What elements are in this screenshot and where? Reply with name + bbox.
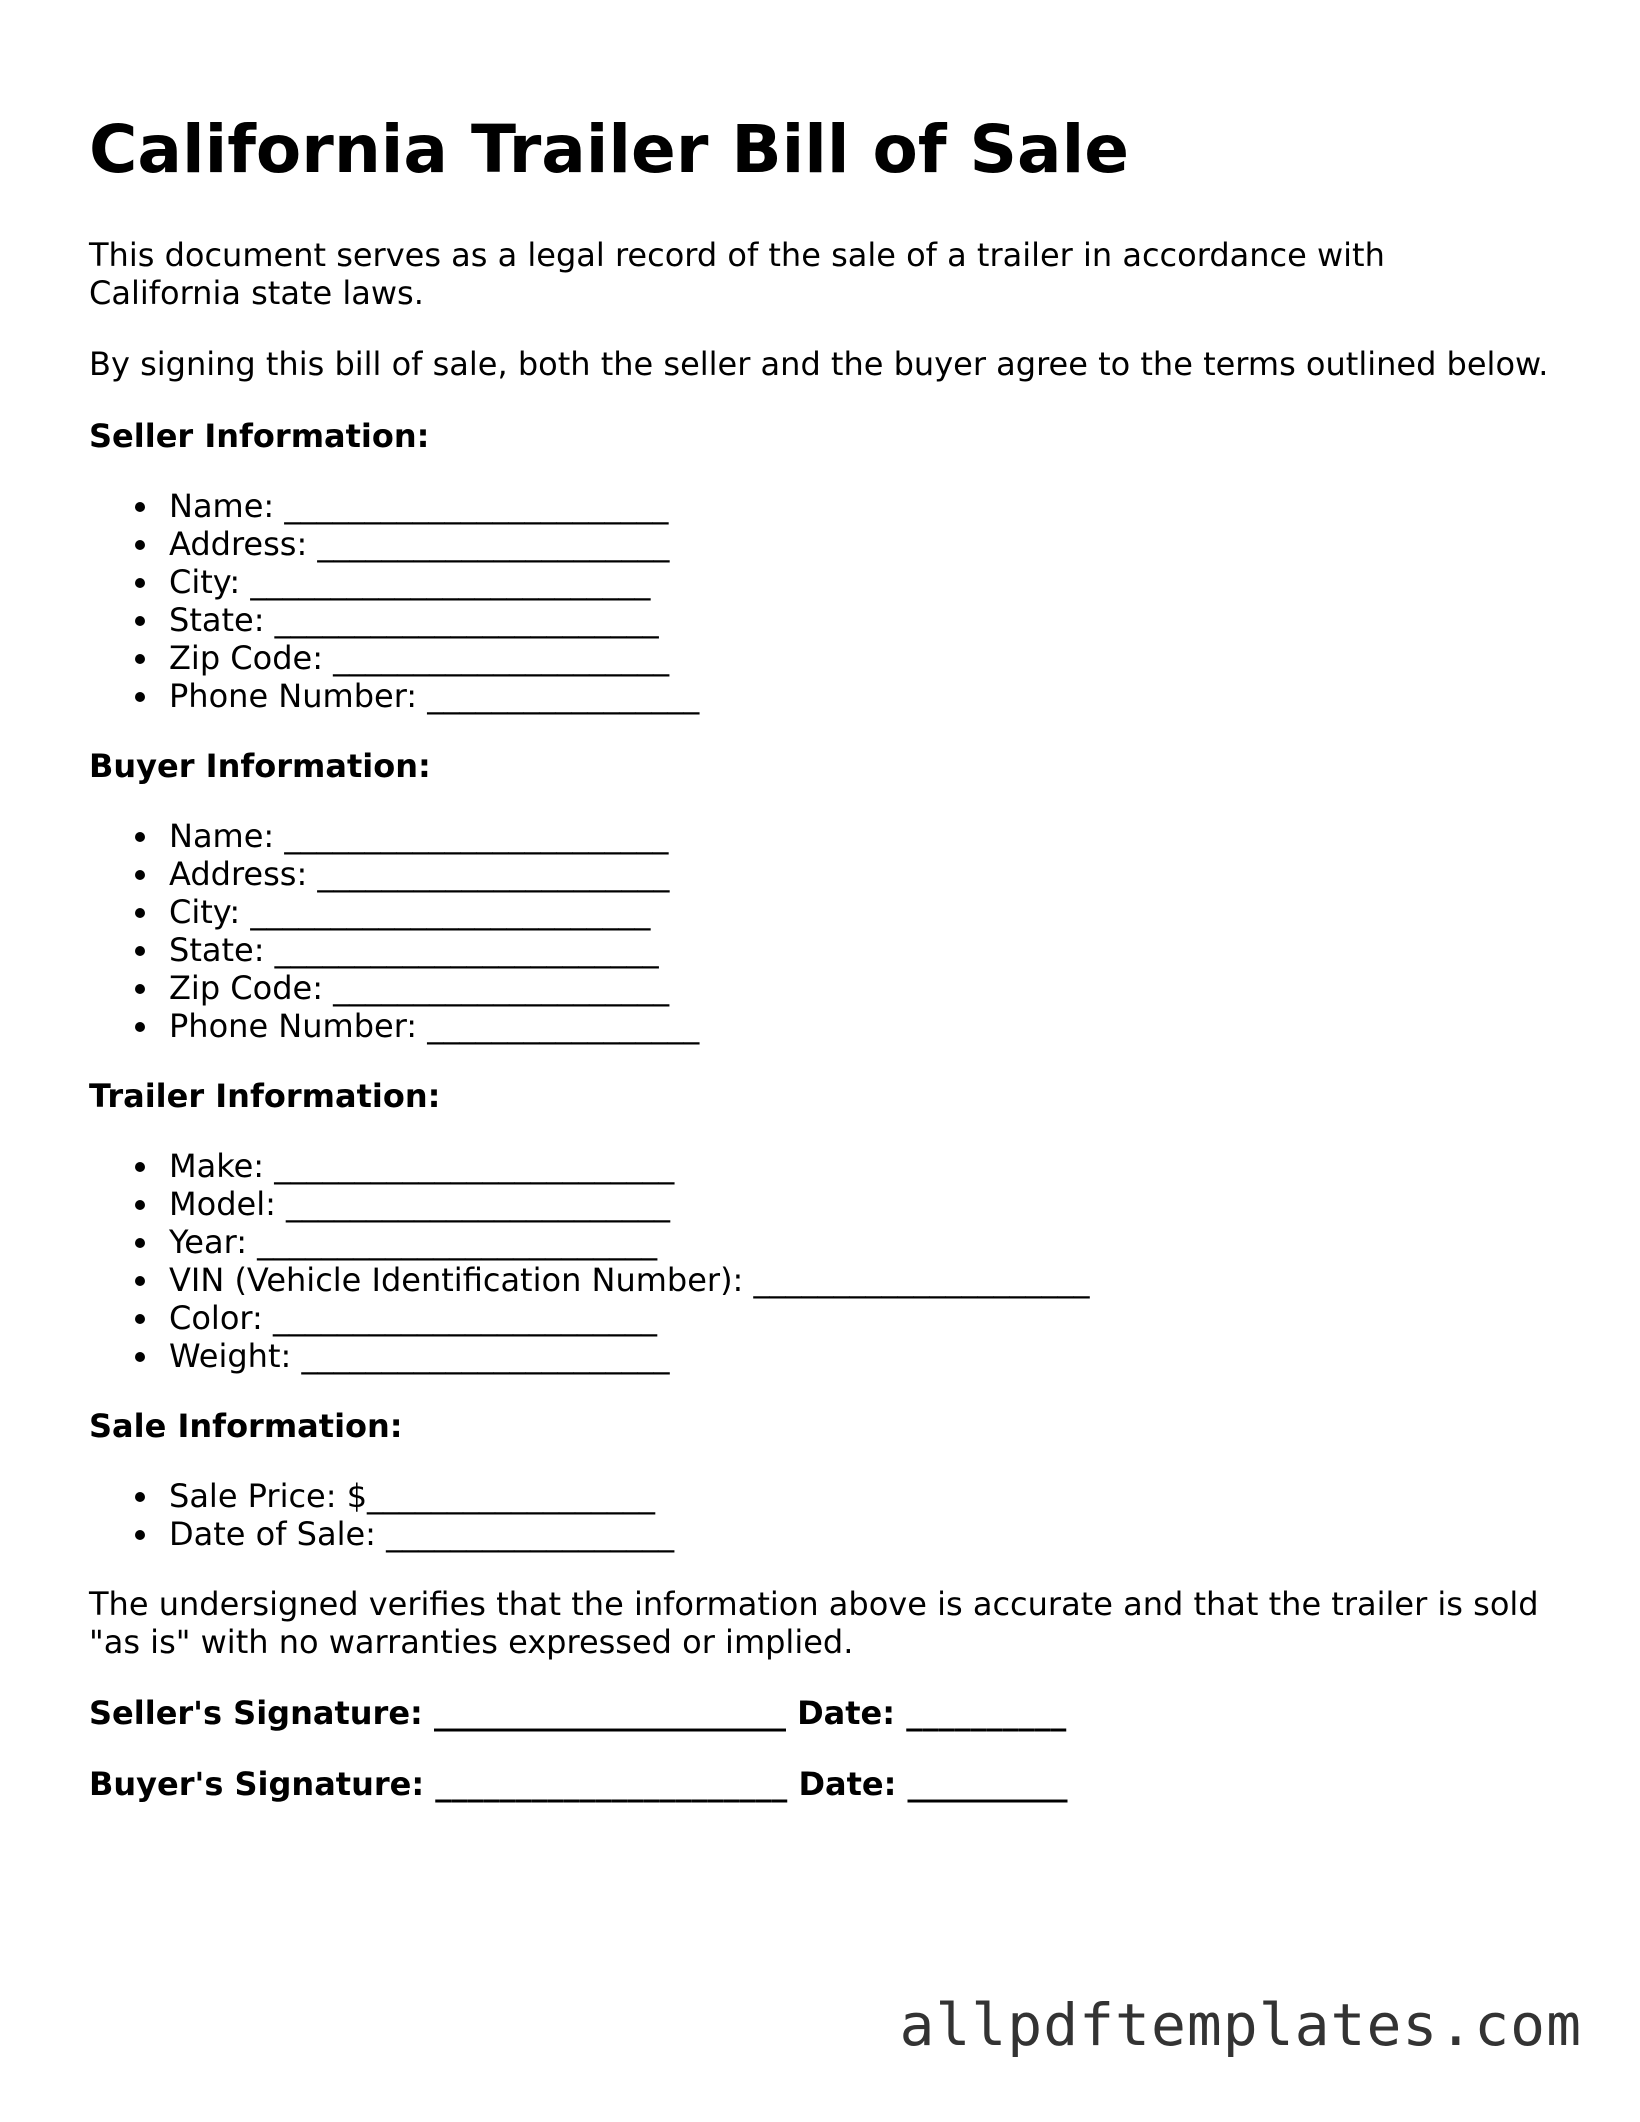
bullet-icon bbox=[135, 832, 145, 842]
sale-field-list bbox=[89, 1477, 1569, 1553]
field-label: Color: ________________________ bbox=[169, 1299, 657, 1337]
trailer-weight-field[interactable] bbox=[169, 1337, 1569, 1375]
bullet-icon bbox=[135, 578, 145, 588]
field-label: State: ________________________ bbox=[169, 601, 659, 639]
bullet-icon bbox=[135, 870, 145, 880]
intro-paragraph-agreement: By signing this bill of sale, both the seller and the buyer agree to the terms outlined below. bbox=[89, 345, 1549, 383]
intro-paragraph-purpose: This document serves as a legal record of the sale of a trailer in accordance with California state laws. bbox=[89, 236, 1385, 312]
buyer-field-list bbox=[89, 817, 1569, 1045]
field-label: Name: ________________________ bbox=[169, 817, 669, 855]
seller-state-field[interactable] bbox=[169, 601, 1569, 639]
bullet-icon bbox=[135, 1162, 145, 1172]
seller-city-field[interactable] bbox=[169, 563, 1569, 601]
bullet-icon bbox=[135, 908, 145, 918]
bullet-icon bbox=[135, 616, 145, 626]
bullet-icon bbox=[135, 1238, 145, 1248]
bullet-icon bbox=[135, 1352, 145, 1362]
seller-phone-field[interactable] bbox=[169, 677, 1569, 715]
document-title: California Trailer Bill of Sale bbox=[89, 111, 1129, 188]
field-label: Zip Code: _____________________ bbox=[169, 969, 670, 1007]
bullet-icon bbox=[135, 1530, 145, 1540]
watermark-text: allpdftemplates.com bbox=[899, 1991, 1582, 2059]
bullet-icon bbox=[135, 1276, 145, 1286]
buyer-phone-field[interactable] bbox=[169, 1007, 1569, 1045]
bullet-icon bbox=[135, 946, 145, 956]
bullet-icon bbox=[135, 1314, 145, 1324]
buyer-name-field[interactable] bbox=[169, 817, 1569, 855]
seller-name-field[interactable] bbox=[169, 487, 1569, 525]
bullet-icon bbox=[135, 654, 145, 664]
buyer-city-field[interactable] bbox=[169, 893, 1569, 931]
field-label: Phone Number: _________________ bbox=[169, 677, 700, 715]
buyer-address-field[interactable] bbox=[169, 855, 1569, 893]
field-label: Make: _________________________ bbox=[169, 1147, 675, 1185]
trailer-field-list bbox=[89, 1147, 1569, 1375]
seller-address-field[interactable] bbox=[169, 525, 1569, 563]
field-label: Sale Price: $__________________ bbox=[169, 1477, 656, 1515]
field-label: Name: ________________________ bbox=[169, 487, 669, 525]
field-label: City: _________________________ bbox=[169, 893, 651, 931]
buyer-zip-field[interactable] bbox=[169, 969, 1569, 1007]
field-label: VIN (Vehicle Identification Number): _____________________ bbox=[169, 1261, 1090, 1299]
field-label: State: ________________________ bbox=[169, 931, 659, 969]
closing-statement: The undersigned verifies that the information above is accurate and that the trailer is sold "as is" with no warranties expressed or implied. bbox=[89, 1585, 1539, 1661]
trailer-make-field[interactable] bbox=[169, 1147, 1569, 1185]
trailer-model-field[interactable] bbox=[169, 1185, 1569, 1223]
bullet-icon bbox=[135, 1200, 145, 1210]
sale-date-field[interactable] bbox=[169, 1515, 1569, 1553]
field-label: Weight: _______________________ bbox=[169, 1337, 670, 1375]
field-label: Date of Sale: __________________ bbox=[169, 1515, 675, 1553]
trailer-year-field[interactable] bbox=[169, 1223, 1569, 1261]
seller-field-list bbox=[89, 487, 1569, 715]
field-label: Zip Code: _____________________ bbox=[169, 639, 670, 677]
trailer-section-heading: Trailer Information: bbox=[89, 1077, 441, 1115]
trailer-color-field[interactable] bbox=[169, 1299, 1569, 1337]
buyer-section-heading: Buyer Information: bbox=[89, 747, 431, 785]
field-label: Address: ______________________ bbox=[169, 855, 670, 893]
trailer-vin-field[interactable] bbox=[169, 1261, 1569, 1299]
document-page bbox=[89, 108, 1569, 1836]
bullet-icon bbox=[135, 540, 145, 550]
bullet-icon bbox=[135, 1022, 145, 1032]
sale-price-field[interactable] bbox=[169, 1477, 1569, 1515]
field-label: Phone Number: _________________ bbox=[169, 1007, 700, 1045]
seller-signature-line[interactable]: Seller's Signature: ______________________ Date: __________ bbox=[89, 1694, 1067, 1732]
field-label: Address: ______________________ bbox=[169, 525, 670, 563]
bullet-icon bbox=[135, 1492, 145, 1502]
bullet-icon bbox=[135, 692, 145, 702]
field-label: City: _________________________ bbox=[169, 563, 651, 601]
seller-section-heading: Seller Information: bbox=[89, 417, 430, 455]
buyer-state-field[interactable] bbox=[169, 931, 1569, 969]
buyer-signature-line[interactable]: Buyer's Signature: ______________________ Date: __________ bbox=[89, 1765, 1068, 1803]
sale-section-heading: Sale Information: bbox=[89, 1407, 403, 1445]
seller-zip-field[interactable] bbox=[169, 639, 1569, 677]
field-label: Year: _________________________ bbox=[169, 1223, 658, 1261]
bullet-icon bbox=[135, 984, 145, 994]
field-label: Model: ________________________ bbox=[169, 1185, 671, 1223]
bullet-icon bbox=[135, 502, 145, 512]
